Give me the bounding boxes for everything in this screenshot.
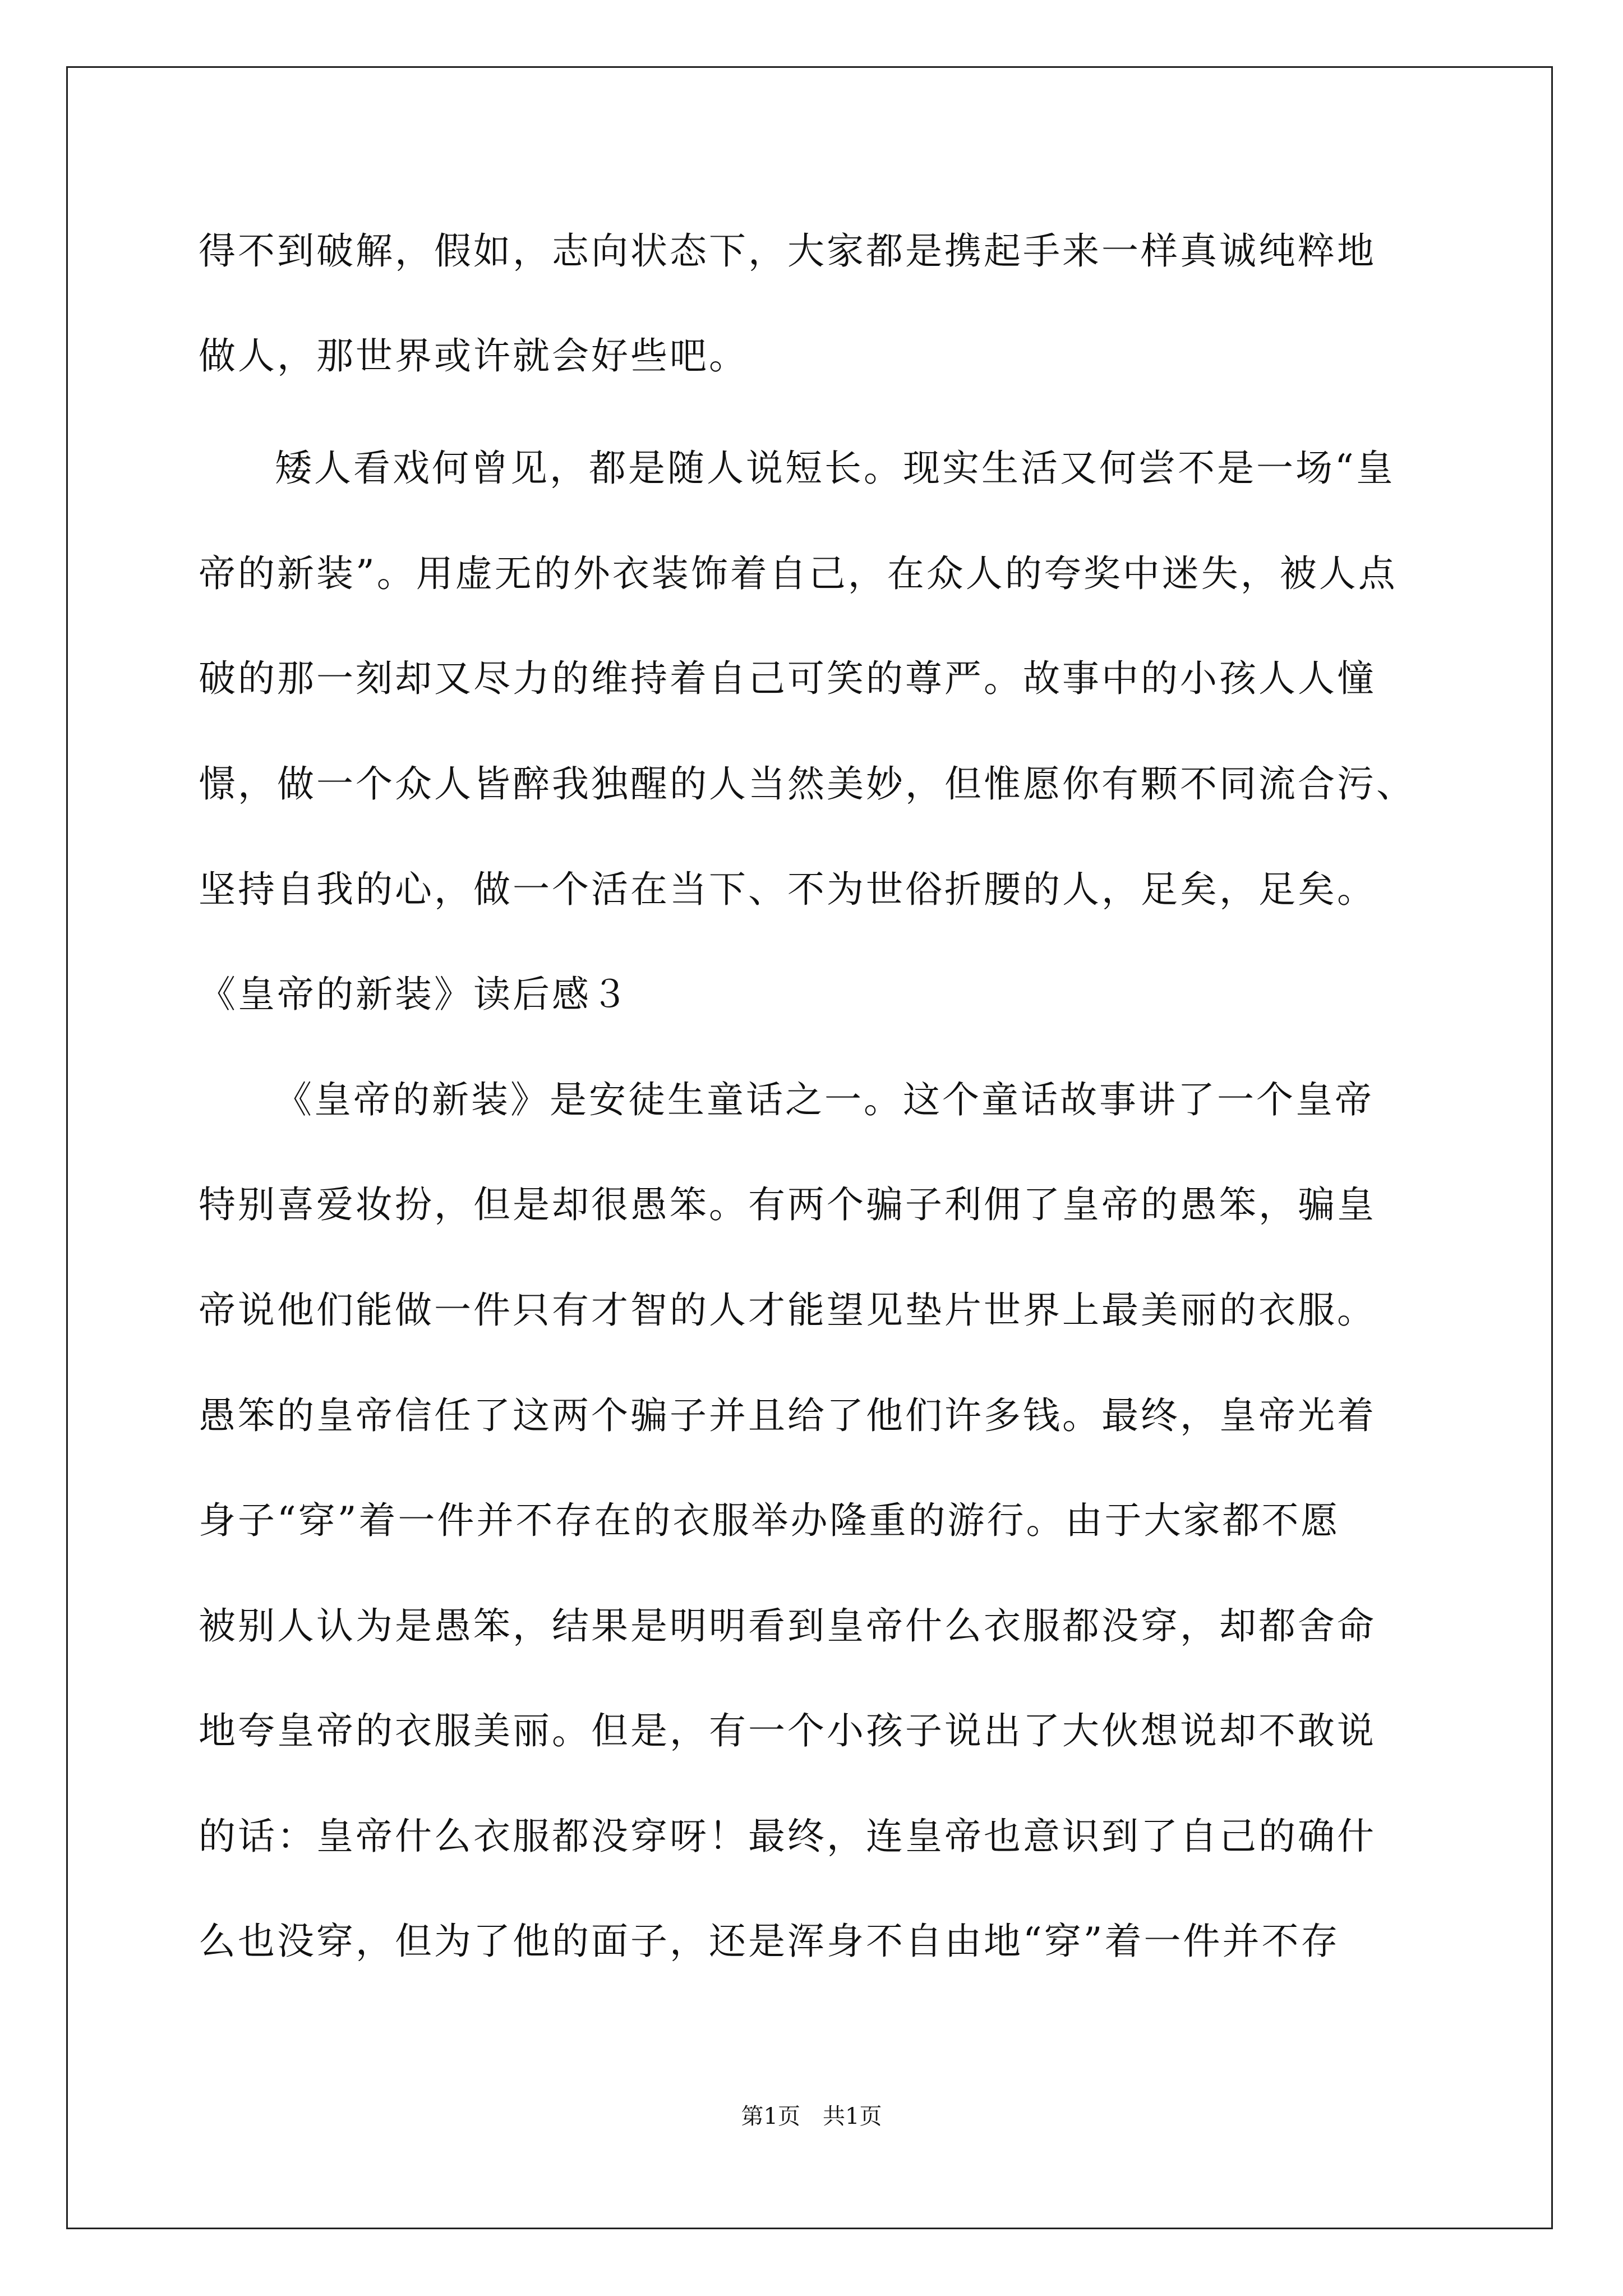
- paragraph-line-4: 帝的新装”。用虚无的外衣装饰着自己，在众人的夸奖中迷失，被人点: [199, 552, 1398, 595]
- paragraph-line-14: 被别人认为是愚笨，结果是明明看到皇帝什么衣服都没穿，却都舍命: [199, 1604, 1376, 1648]
- page-frame: [66, 66, 1553, 2229]
- paragraph-line-12: 愚笨的皇帝信任了这两个骗子并且给了他们许多钱。最终，皇帝光着: [199, 1394, 1376, 1437]
- paragraph-line-17: 么也没穿，但为了他的面子，还是浑身不自由地“穿”着一件并不存: [199, 1920, 1340, 1963]
- page-footer: 第1页 共1页: [741, 2104, 882, 2129]
- paragraph-line-9: 《皇帝的新装》是安徒生童话之一。这个童话故事讲了一个皇帝: [275, 1078, 1374, 1121]
- paragraph-line-2: 做人，那世界或许就会好些吧。: [199, 334, 748, 378]
- paragraph-line-7: 坚持自我的心，做一个活在当下、不为世俗折腰的人，足矣，足矣。: [199, 868, 1376, 911]
- paragraph-line-11: 帝说他们能做一件只有才智的人才能望见垫片世界上最美丽的衣服。: [199, 1289, 1376, 1332]
- paragraph-line-10: 特别喜爱妆扮，但是却很愚笨。有两个骗子利佣了皇帝的愚笨，骗皇: [199, 1183, 1376, 1226]
- paragraph-line-16: 的话：皇帝什么衣服都没穿呀！最终，连皇帝也意识到了自己的确什: [199, 1815, 1376, 1858]
- paragraph-line-13: 身子“穿”着一件并不存在的衣服举办隆重的游行。由于大家都不愿: [199, 1499, 1340, 1542]
- paragraph-line-6: 憬，做一个众人皆醉我独醒的人当然美妙，但惟愿你有颗不同流合污、: [199, 762, 1415, 806]
- paragraph-line-15: 地夸皇帝的衣服美丽。但是，有一个小孩子说出了大伙想说却不敢说: [199, 1709, 1376, 1752]
- paragraph-line-1: 得不到破解，假如，志向状态下，大家都是携起手来一样真诚纯粹地: [199, 229, 1376, 273]
- paragraph-line-3: 矮人看戏何曾见，都是随人说短长。现实生活又何尝不是一场“皇: [275, 447, 1395, 490]
- paragraph-line-5: 破的那一刻却又尽力的维持着自己可笑的尊严。故事中的小孩人人憧: [199, 657, 1376, 700]
- section-heading: 《皇帝的新装》读后感３: [199, 973, 630, 1016]
